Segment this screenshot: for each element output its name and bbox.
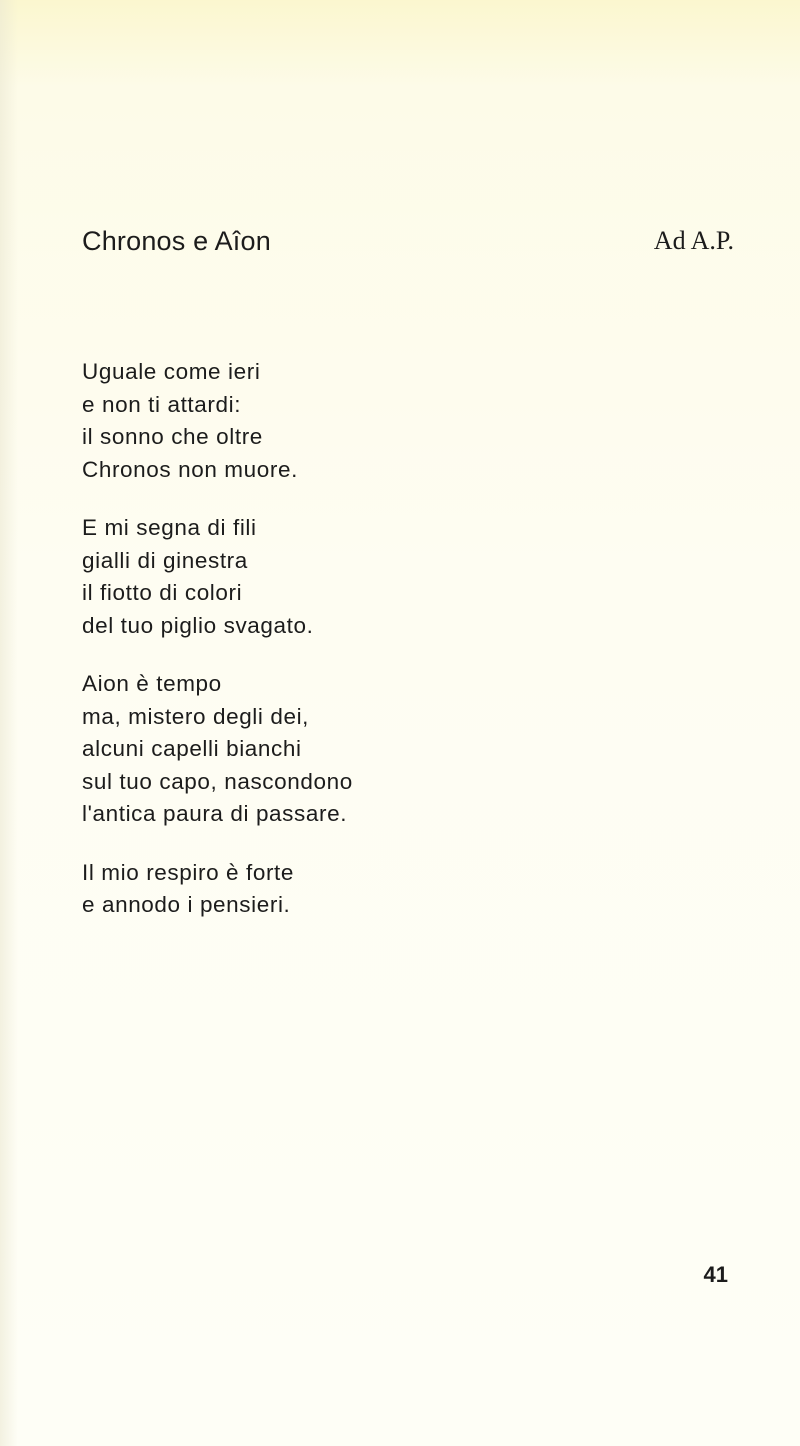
stanza-2 <box>82 512 702 642</box>
poem-body <box>82 356 702 948</box>
poem-line: l'antica paura di passare. <box>82 801 348 826</box>
stanza-4 <box>82 857 702 922</box>
poem-line: Chronos non muore. <box>82 456 298 482</box>
poem-line: e annodo i pensieri. <box>82 892 291 917</box>
poem-line: del tuo piglio svagato. <box>82 612 314 638</box>
poem-line: alcuni capelli bianchi <box>82 736 302 761</box>
poem-line: ma, mistero degli dei, <box>82 703 310 729</box>
stanza-3 <box>82 668 702 831</box>
poem-line: il sonno che oltre <box>82 424 263 449</box>
poem-line: Il mio respiro è forte <box>82 859 295 885</box>
poem-line: sul tuo capo, nascondono <box>82 768 353 794</box>
poem-line: Aion è tempo <box>82 671 222 696</box>
poem-line: Uguale come ieri <box>82 359 261 384</box>
page-number: 41 <box>703 1262 728 1287</box>
stanza-1 <box>82 356 702 486</box>
poem-line: e non ti attardi: <box>82 391 242 417</box>
poem-line: gialli di ginestra <box>82 547 248 573</box>
poem-dedication: Ad A.P. <box>653 226 734 255</box>
poem-title: Chronos e Aîon <box>82 226 271 256</box>
poem-line: E mi segna di fili <box>82 515 257 540</box>
page-edge-shadow <box>0 0 18 1446</box>
poem-line: il fiotto di colori <box>82 580 243 605</box>
